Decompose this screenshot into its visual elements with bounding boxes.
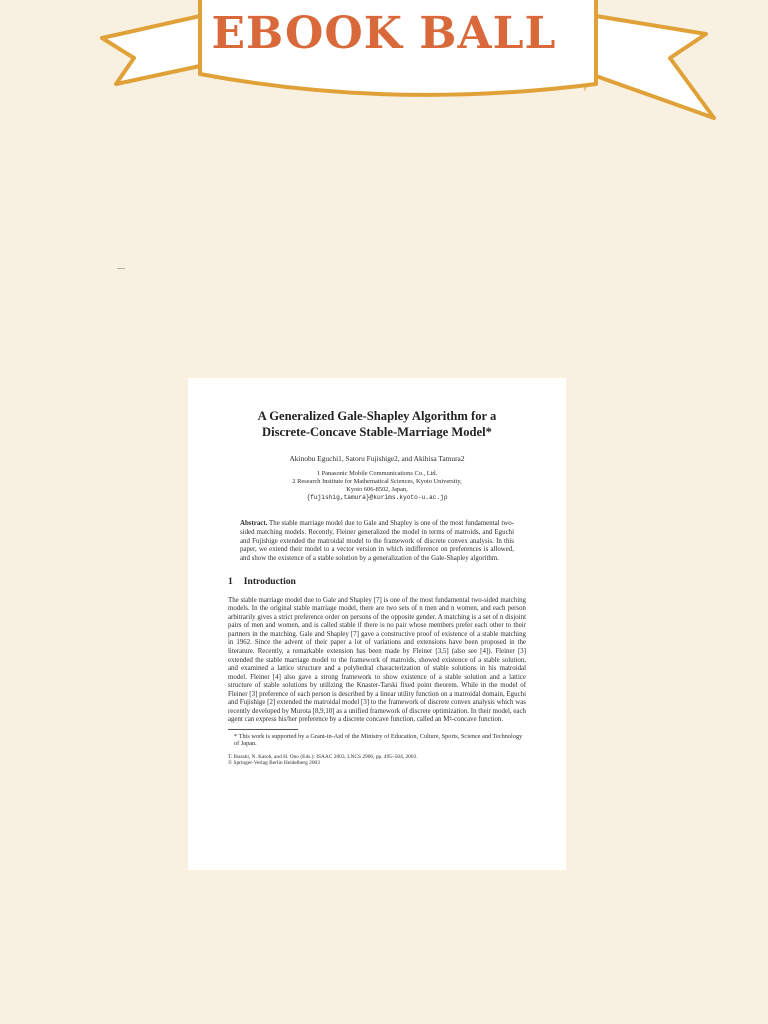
divider-mark [117, 268, 125, 269]
abstract-label: Abstract. [240, 520, 268, 528]
citation-line-2: © Springer-Verlag Berlin Heidelberg 2003 [228, 760, 320, 767]
paper-title-line-2: Discrete-Concave Stable-Marriage Model* [262, 425, 492, 439]
body-paragraph: The stable marriage model due to Gale and Shapley [7] is one of the most fundamental two-sided matching models. In the original stable marriage model, there are two sets of n men and n women, and each person arbitrarily gives a strict preference order on persons of the opposite gender. A matching is a set of n disjoint pairs of men and women, and is called stable if there is no pair whose members prefer each other to their partners in the matching. Gale and Shapley [7] gave a constructive proof of existence of a stable matching in 1962. Since the advent of their paper a lot of variations and extensions have been proposed in the literature. Recently, a remarkable extension has been made by Fleiner [3,5] (also see [4]). Fleiner [3] extended the stable marriage model to the framework of matroids, showed existence of a stable solution, and examined a lattice structure and a polyhedral characterization of stable solutions in his matroidal model. Fleiner [4] also gave a strong framework to show existence of a stable solution and a lattice structure of stable solutions by utilizing the Knaster-Tarski fixed point theorem. While in the model of Fleiner [3] preference of each person is described by a linear utility function on a matroidal domain, Eguchi and Fujishige [2] extended the matroidal model [3] to the framework of discrete convex analysis which was recently developed by Murota [8,9,10] as a unified framework of discrete optimization. In their model, each agent can express his/her preference by a discrete concave function, called an M♮-concave function. [228, 596, 526, 724]
section-title: Introduction [243, 576, 296, 588]
affiliation-3: Kyoto 606-8502, Japan, [346, 485, 408, 493]
abstract-text: The stable marriage model due to Gale and Shapley is one of the most fundamental two-sided matching models. Recently, Fleiner generalized the model in terms of matroids, and Eguchi and Fujishige extended the matroidal model to the framework of discrete convex analysis. In this paper, we extend their model to a vector version in which indifference on preferences is allowed, and show the existence of a stable solution by a generalization of the Gale-Shapley algorithm. [240, 520, 514, 562]
paper-authors: Akinobu Eguchi1, Satoru Fujishige2, and Akihisa Tamura2 [289, 454, 465, 463]
section-heading [228, 577, 526, 586]
paper-title-line-1: A Generalized Gale-Shapley Algorithm for a [257, 409, 497, 423]
footnote: * This work is supported by a Grant-in-Aid of the Ministry of Education, Culture, Sports, Science and Technology of Japan. [234, 732, 523, 748]
citation-block [228, 754, 526, 767]
affiliation-1: 1 Panasonic Mobile Communications Co., Ltd. [316, 470, 438, 478]
author-email: {fujishig,tamura}@kurims.kyoto-u.ac.jp [306, 493, 448, 501]
footnote-rule [228, 729, 298, 730]
affiliation-2: 2 Research Institute for Mathematical Sciences, Kyoto University, [292, 478, 462, 486]
citation-line-1: T. Ibaraki, N. Katoh, and H. Ono (Eds.): ISAAC 2003, LNCS 2906, pp. 495–504, 2003. [228, 753, 418, 760]
paper-title [228, 408, 526, 440]
document-page-preview[interactable] [188, 378, 566, 870]
section-number: 1 [228, 576, 233, 588]
abstract [240, 520, 514, 563]
brand-logo-text: EBOOK BALL [211, 8, 557, 59]
